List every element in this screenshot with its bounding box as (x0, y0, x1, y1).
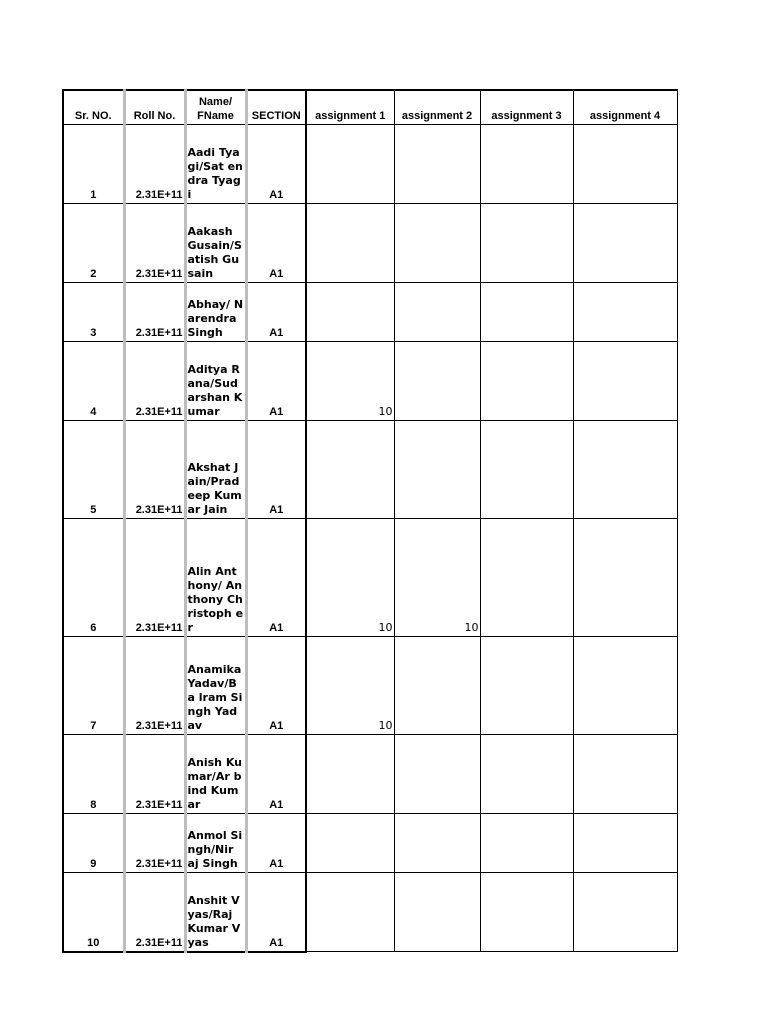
cell-assignment-4[interactable] (573, 873, 677, 952)
header-section[interactable]: SECTION (246, 90, 306, 125)
cell-assignment-2[interactable] (394, 283, 480, 342)
cell-assignment-3[interactable] (480, 421, 573, 519)
cell-sr-no[interactable]: 1 (63, 125, 124, 204)
cell-roll-no[interactable]: 2.31E+11 (124, 814, 185, 873)
cell-name[interactable]: Anish Kumar/Ar bind Kumar (185, 735, 246, 814)
cell-assignment-3[interactable] (480, 519, 573, 637)
cell-assignment-4[interactable] (573, 735, 677, 814)
cell-assignment-2[interactable]: 10 (394, 519, 480, 637)
cell-assignment-2[interactable] (394, 735, 480, 814)
cell-name[interactable]: Anshit Vyas/Raj Kumar Vyas (185, 873, 246, 952)
cell-assignment-1[interactable] (306, 125, 394, 204)
header-row (63, 90, 677, 125)
cell-assignment-4[interactable] (573, 421, 677, 519)
cell-section[interactable]: A1 (246, 125, 306, 204)
cell-assignment-2[interactable] (394, 814, 480, 873)
cell-roll-no[interactable]: 2.31E+11 (124, 342, 185, 421)
cell-sr-no[interactable]: 7 (63, 637, 124, 735)
cell-assignment-1[interactable] (306, 204, 394, 283)
cell-name[interactable]: Alin Anthony/ Anthony Christoph er (185, 519, 246, 637)
table-row (63, 125, 677, 204)
cell-assignment-1[interactable] (306, 735, 394, 814)
table-row (63, 342, 677, 421)
cell-sr-no[interactable]: 2 (63, 204, 124, 283)
cell-roll-no[interactable]: 2.31E+11 (124, 637, 185, 735)
cell-section[interactable]: A1 (246, 735, 306, 814)
cell-roll-no[interactable]: 2.31E+11 (124, 125, 185, 204)
cell-assignment-4[interactable] (573, 204, 677, 283)
cell-section[interactable]: A1 (246, 814, 306, 873)
header-assignment-4[interactable]: assignment 4 (573, 90, 677, 125)
cell-assignment-3[interactable] (480, 735, 573, 814)
cell-assignment-1[interactable] (306, 283, 394, 342)
table-row (63, 204, 677, 283)
header-name-line1: Name/ (198, 96, 233, 108)
cell-section[interactable]: A1 (246, 204, 306, 283)
student-assignment-table (62, 89, 678, 953)
header-roll-no[interactable]: Roll No. (124, 90, 185, 125)
cell-assignment-4[interactable] (573, 637, 677, 735)
cell-assignment-2[interactable] (394, 342, 480, 421)
cell-roll-no[interactable]: 2.31E+11 (124, 204, 185, 283)
cell-roll-no[interactable]: 2.31E+11 (124, 735, 185, 814)
table-row (63, 283, 677, 342)
cell-name[interactable]: Anamika Yadav/Ba lram Singh Yadav (185, 637, 246, 735)
cell-name[interactable]: Akshat Jain/Prad eep Kumar Jain (185, 421, 246, 519)
table-row (63, 735, 677, 814)
cell-roll-no[interactable]: 2.31E+11 (124, 873, 185, 952)
header-name-line2: FName (197, 110, 234, 122)
header-assignment-1[interactable]: assignment 1 (306, 90, 394, 125)
table-row (63, 637, 677, 735)
cell-sr-no[interactable]: 3 (63, 283, 124, 342)
cell-roll-no[interactable]: 2.31E+11 (124, 283, 185, 342)
cell-section[interactable]: A1 (246, 519, 306, 637)
cell-assignment-3[interactable] (480, 814, 573, 873)
cell-assignment-1[interactable] (306, 421, 394, 519)
table-row (63, 873, 677, 952)
cell-sr-no[interactable]: 10 (63, 873, 124, 952)
cell-assignment-3[interactable] (480, 873, 573, 952)
cell-assignment-1[interactable]: 10 (306, 519, 394, 637)
cell-assignment-1[interactable] (306, 873, 394, 952)
cell-assignment-3[interactable] (480, 204, 573, 283)
cell-assignment-4[interactable] (573, 125, 677, 204)
cell-section[interactable]: A1 (246, 637, 306, 735)
cell-assignment-1[interactable] (306, 814, 394, 873)
cell-assignment-2[interactable] (394, 204, 480, 283)
header-name[interactable] (185, 90, 246, 125)
cell-assignment-3[interactable] (480, 342, 573, 421)
cell-sr-no[interactable]: 6 (63, 519, 124, 637)
cell-name[interactable]: Aakash Gusain/S atish Gusain (185, 204, 246, 283)
cell-sr-no[interactable]: 9 (63, 814, 124, 873)
cell-sr-no[interactable]: 5 (63, 421, 124, 519)
cell-assignment-3[interactable] (480, 637, 573, 735)
cell-assignment-2[interactable] (394, 873, 480, 952)
header-sr-no[interactable]: Sr. NO. (63, 90, 124, 125)
cell-section[interactable]: A1 (246, 873, 306, 952)
cell-assignment-4[interactable] (573, 283, 677, 342)
cell-assignment-3[interactable] (480, 125, 573, 204)
cell-name[interactable]: Abhay/ Narendra Singh (185, 283, 246, 342)
cell-section[interactable]: A1 (246, 342, 306, 421)
cell-assignment-4[interactable] (573, 342, 677, 421)
table-body (63, 125, 677, 952)
header-assignment-3[interactable]: assignment 3 (480, 90, 573, 125)
cell-name[interactable]: Aditya Rana/Sud arshan Kumar (185, 342, 246, 421)
cell-name[interactable]: Anmol Singh/Nir aj Singh (185, 814, 246, 873)
header-assignment-2[interactable]: assignment 2 (394, 90, 480, 125)
cell-sr-no[interactable]: 4 (63, 342, 124, 421)
cell-assignment-1[interactable]: 10 (306, 342, 394, 421)
cell-roll-no[interactable]: 2.31E+11 (124, 421, 185, 519)
cell-assignment-2[interactable] (394, 421, 480, 519)
cell-assignment-2[interactable] (394, 125, 480, 204)
table-row (63, 421, 677, 519)
cell-section[interactable]: A1 (246, 283, 306, 342)
cell-sr-no[interactable]: 8 (63, 735, 124, 814)
cell-assignment-2[interactable] (394, 637, 480, 735)
cell-assignment-3[interactable] (480, 283, 573, 342)
cell-assignment-1[interactable]: 10 (306, 637, 394, 735)
table-row (63, 814, 677, 873)
cell-section[interactable]: A1 (246, 421, 306, 519)
cell-roll-no[interactable]: 2.31E+11 (124, 519, 185, 637)
cell-name[interactable]: Aadi Tyagi/Sat endra Tyagi (185, 125, 246, 204)
cell-assignment-4[interactable] (573, 519, 677, 637)
cell-assignment-4[interactable] (573, 814, 677, 873)
table-row (63, 519, 677, 637)
